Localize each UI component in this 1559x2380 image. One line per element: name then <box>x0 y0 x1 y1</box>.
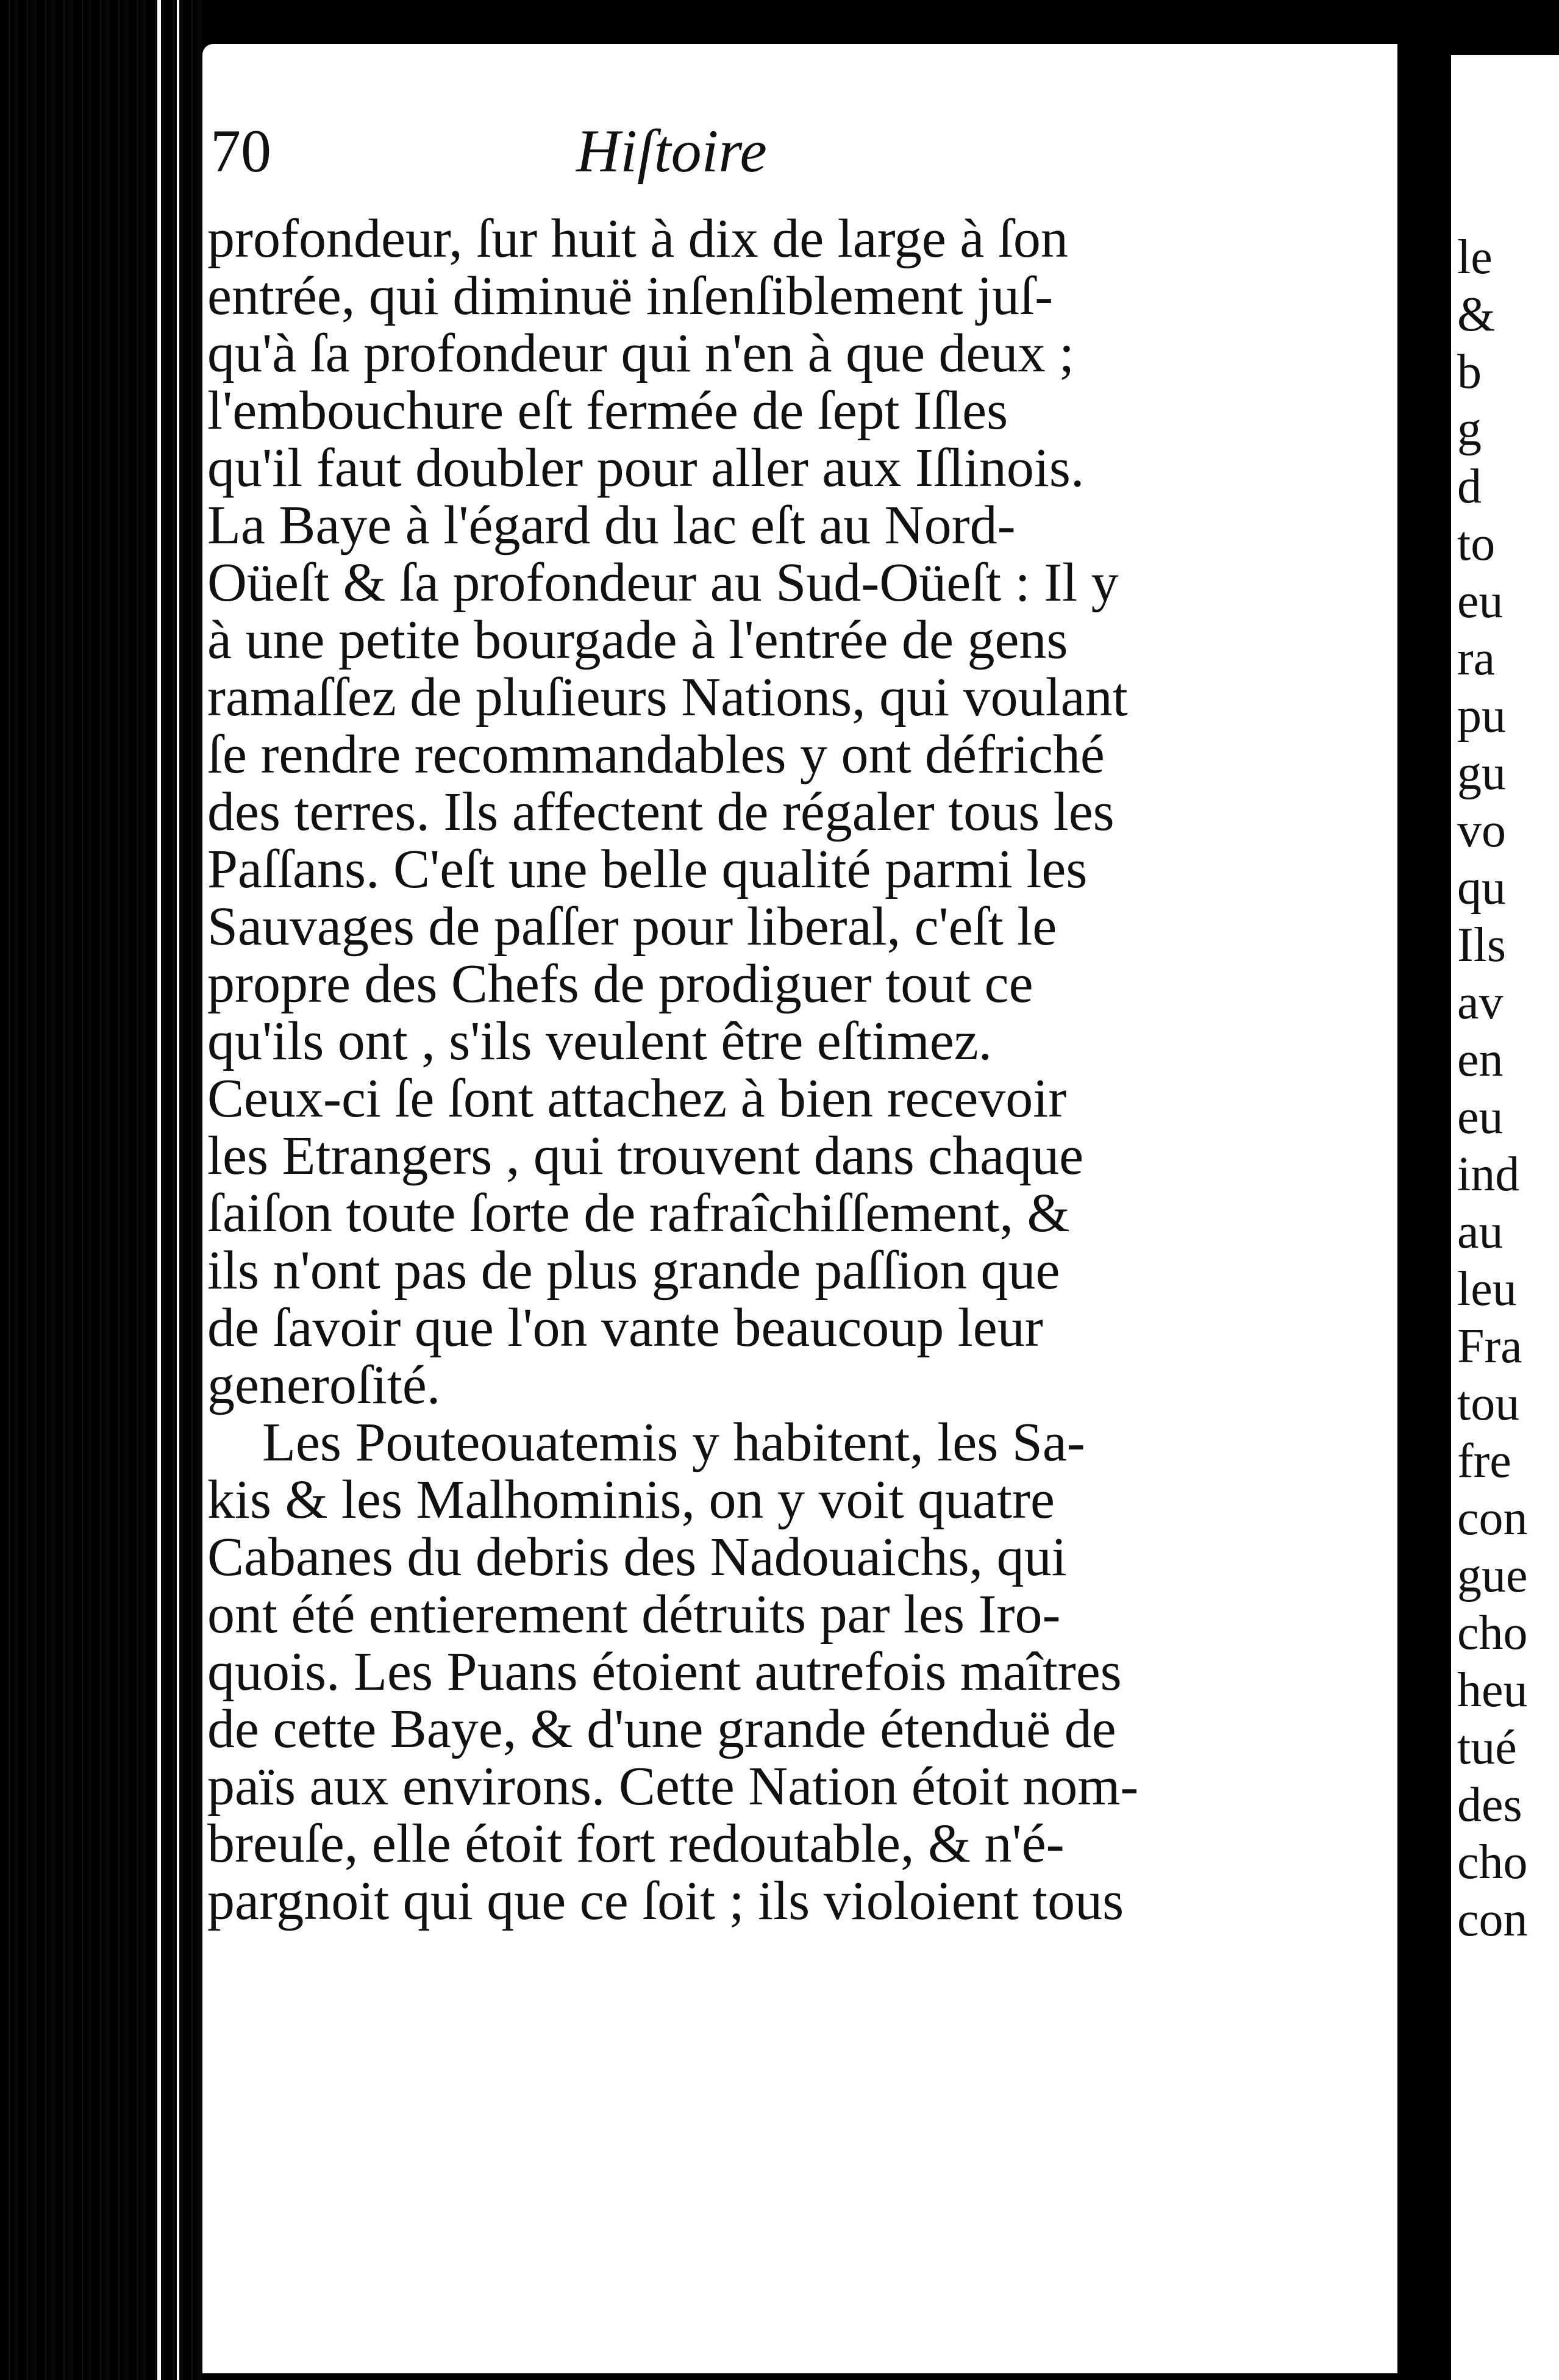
text-line: païs aux environs. Cette Nation étoit nom- <box>207 1756 1139 1817</box>
text-line: ſe rendre recommandables y ont défriché <box>207 724 1105 785</box>
text-line: ils n'ont pas de plus grande paſſion que <box>207 1240 1060 1301</box>
facing-fragment: pu <box>1457 689 1506 743</box>
facing-fragment: heu <box>1457 1663 1528 1717</box>
facing-fragment: au <box>1457 1205 1504 1259</box>
text-line: kis & les Malhominis, on y voit quatre <box>207 1470 1055 1530</box>
edge-stripe <box>157 0 161 2380</box>
facing-fragment: le <box>1457 230 1493 284</box>
text-line: qu'ils ont , s'ils veulent être eſtimez. <box>207 1011 993 1071</box>
text-line: entrée, qui diminuë inſenſiblement juſ- <box>207 266 1054 326</box>
text-line: generoſité. <box>207 1355 441 1415</box>
edge-stripe <box>177 0 179 2380</box>
text-line: de ſavoir que l'on vante beaucoup leur <box>207 1298 1043 1358</box>
facing-fragment: eu <box>1457 1090 1504 1144</box>
text-line: Sauvages de paſſer pour liberal, c'eſt le <box>207 896 1057 957</box>
book-gutter <box>1397 0 1451 2380</box>
text-line: qu'à ſa profondeur qui n'en à que deux ; <box>207 323 1074 384</box>
facing-fragment: leu <box>1457 1262 1517 1316</box>
facing-fragment: gu <box>1457 746 1506 800</box>
facing-fragment: fre <box>1457 1434 1511 1488</box>
facing-fragment: Ils <box>1457 918 1506 972</box>
facing-fragment: gue <box>1457 1549 1528 1603</box>
paragraph-first-line: Les Pouteouatemis y habitent, les Sa- <box>262 1412 1085 1473</box>
text-line: breuſe, elle étoit fort redoutable, & n'é- <box>207 1814 1065 1874</box>
text-line: Paſſans. C'eſt une belle qualité parmi les <box>207 839 1088 899</box>
text-line: ramaſſez de pluſieurs Nations, qui voulant <box>207 667 1128 727</box>
facing-fragment: eu <box>1457 574 1504 628</box>
facing-fragment: Fra <box>1457 1320 1522 1373</box>
text-line: qu'il faut doubler pour aller aux Iſlinois. <box>207 438 1085 498</box>
text-line: profondeur, ſur huit à dix de large à ſon <box>207 209 1068 269</box>
page-header <box>210 116 1216 207</box>
text-line: La Baye à l'égard du lac eſt au Nord- <box>207 495 1016 556</box>
facing-fragment: con <box>1457 1893 1528 1946</box>
facing-fragment: to <box>1457 517 1496 571</box>
text-line: Ceux-ci ſe ſont attachez à bien recevoir <box>207 1068 1067 1129</box>
facing-fragment: tou <box>1457 1377 1520 1431</box>
facing-fragment: ra <box>1457 632 1496 685</box>
facing-fragment: d <box>1457 460 1482 513</box>
facing-fragment: av <box>1457 976 1504 1029</box>
facing-fragment: tué <box>1457 1721 1517 1774</box>
text-line: quois. Les Puans étoient autrefois maîtres <box>207 1642 1122 1702</box>
running-title: Hiſtoire <box>576 117 767 185</box>
facing-page-text <box>1451 229 1528 1948</box>
facing-fragment: cho <box>1457 1606 1528 1660</box>
text-line: ſaiſon toute ſorte de rafraîchiſſement, & <box>207 1183 1070 1243</box>
text-line: à une petite bourgade à l'entrée de gens <box>207 610 1068 670</box>
facing-fragment: con <box>1457 1492 1528 1545</box>
text-line: l'embouchure eſt fermée de ſept Iſles <box>207 381 1008 441</box>
text-line: ont été entierement détruits par les Iro- <box>207 1584 1061 1645</box>
facing-fragment: qu <box>1457 861 1506 915</box>
text-line: Cabanes du debris des Nadouaichs, qui <box>207 1527 1067 1587</box>
text-line: Oüeſt & ſa profondeur au Sud-Oüeſt : Il y <box>207 552 1119 613</box>
page-number: 70 <box>210 117 271 185</box>
facing-page <box>1451 55 1559 2380</box>
text-line: des terres. Ils affectent de régaler tous les <box>207 782 1115 842</box>
body-text <box>207 210 1378 1930</box>
text-line: propre des Chefs de prodiguer tout ce <box>207 954 1033 1014</box>
facing-fragment: cho <box>1457 1835 1528 1889</box>
facing-fragment: b <box>1457 345 1482 399</box>
text-line: les Etrangers , qui trouvent dans chaque <box>207 1126 1084 1186</box>
text-line: de cette Baye, & d'une grande étenduë de <box>207 1699 1116 1759</box>
facing-fragment: vo <box>1457 804 1506 857</box>
facing-fragment: des <box>1457 1778 1522 1832</box>
text-line: pargnoit qui que ce ſoit ; ils violoient tous <box>207 1871 1124 1931</box>
facing-fragment: g <box>1457 402 1482 456</box>
facing-fragment: ind <box>1457 1148 1520 1201</box>
facing-fragment: en <box>1457 1033 1504 1087</box>
facing-fragment: & <box>1457 288 1496 341</box>
book-left-edge <box>0 0 201 2380</box>
